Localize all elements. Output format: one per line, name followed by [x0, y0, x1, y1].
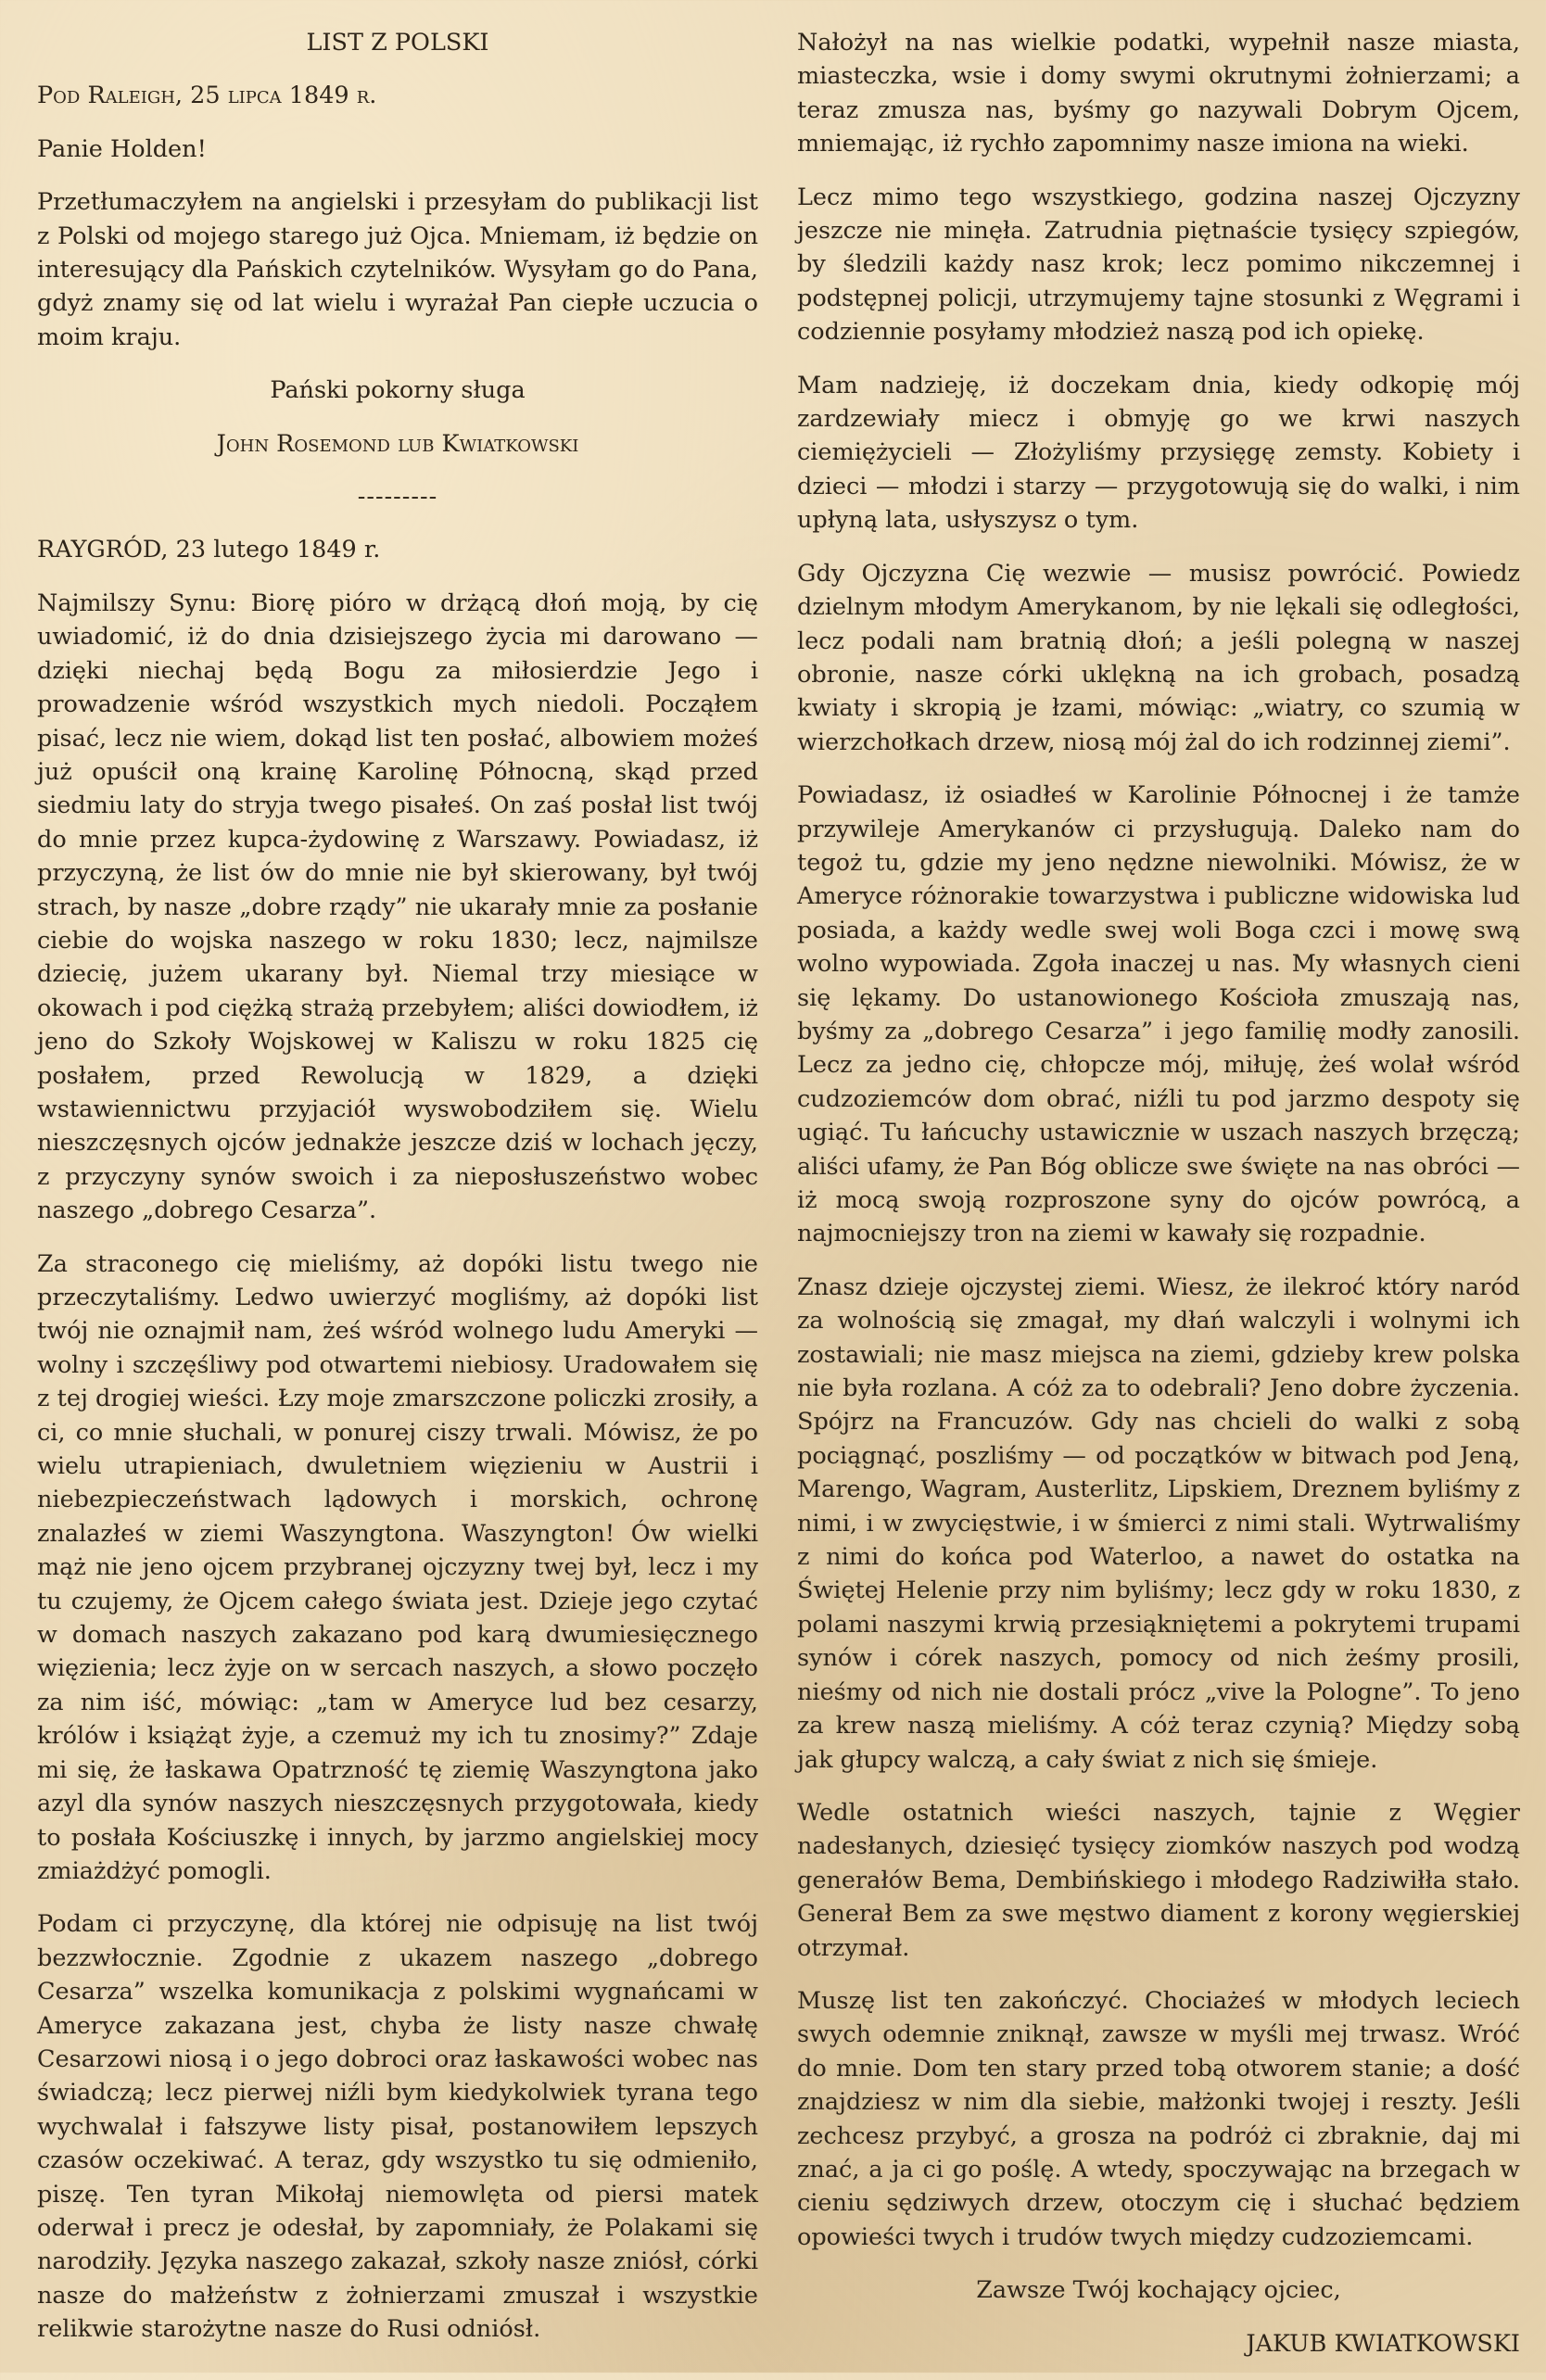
- intro-place-date: Pod Raleigh, 25 lipca 1849 r.: [37, 82, 377, 110]
- letter-signature: JAKUB KWIATKOWSKI: [1246, 2329, 1520, 2358]
- father-place-date: RAYGRÓD, 23 lutego 1849 r.: [37, 536, 381, 564]
- intro-closing: Pański pokorny sługa: [270, 376, 526, 405]
- letter-paragraph: Znasz dzieje ojczystej ziemi. Wiesz, że ilekroć który naród za wolnością się zmagał, my dłań walczyli i wolnymi ich zostawiali; nie masz miejsca na ziemi, gdzieby krew polska nie była rozlana. A cóż za to odebrali? Jeno dobre życzenia. Spójrz na Francuzów. Gdy nas chcieli do walki z sobą pociągnąć, poszliśmy — od początków w bitwach pod Jeną, Marengo, Wagram, Austerlitz, Lipskiem, Dreznem byliśmy z nimi, i w zwycięstwie, i w śmierci z nimi stali. Wytrwaliśmy z nimi do końca pod Waterloo, a nawet do ostatka na Świętej Helenie przy nim byliśmy; lecz gdy w roku 1830, z polami naszymi krwią przesiąkniętemi a pokrytemi trupami synów i córek naszych, pomocy od nich żeśmy prosili, nieśmy od nich nie dostali prócz „vive la Pologne”. To jeno za krew naszą mieliśmy. A cóż teraz czynią? Między sobą jak głupcy walczą, a cały świat z nich się śmieje.: [797, 1272, 1520, 1774]
- intro-paragraph: Przetłumaczyłem na angielski i przesyłam do publikacji list z Polski od mojego starego już Ojca. Mniemam, iż będzie on interesujący dla Pańskich czytelników. Wysyłam go do Pana, gdyż znamy się od lat wielu i wyrażał Pan ciepłe uczucia o moim kraju.: [37, 188, 758, 351]
- letter-paragraph: Najmilszy Synu: Biorę pióro w drżącą dłoń moją, by cię uwiadomić, iż do dnia dzisiejszego życia mi darowano — dzięki niechaj będą Bogu za miłosierdzie Jego i prowadzenie wśród wszystkich mych niedoli. Począłem pisać, lecz nie wiem, dokąd list ten posłać, albowiem możeś już opuścił oną krainę Karolinę Północną, skąd przed siedmiu laty do stryja twego pisałeś. On zaś posłał list twój do mnie przez kupca-żydowinę z Warszawy. Powiadasz, iż przyczyną, że list ów do mnie nie był skierowany, był twój strach, by nasze „dobre rządy” nie ukarały mnie za posłanie ciebie do wojska naszego w roku 1830; lecz, najmilsze dziecię, jużem ukarany był. Niemal trzy miesiące w okowach i pod ciężką strażą przebyłem; aliści dowiodłem, iż jeno do Szkoły Wojskowej w Kaliszu w roku 1825 cię posłałem, przed Rewolucją w 1829, a dzięki wstawiennictwu przyjaciół wyswobodziłem się. Wielu nieszczęsnych ojców jednakże jeszcze dziś w lochach jęczy, z przyczyny synów swoich i za nieposłuszeństwo wobec naszego „dobrego Cesarza”.: [37, 589, 758, 1225]
- intro-signature: John Rosemond lub Kwiatkowski: [216, 429, 579, 458]
- letter-paragraph: Powiadasz, iż osiadłeś w Karolinie Północnej i że tamże przywileje Amerykanów ci przysługują. Daleko nam do tegoż tu, gdzie my jeno nędzne niewolniki. Mówisz, że w Ameryce różnorakie towarzystwa i publiczne widowiska lud posiada, a każdy wedle swej woli Boga czci i mowę swą wolno wypowiada. Zgoła inaczej u nas. My własnych cieni się lękamy. Do ustanowionego Kościoła zmuszają nas, byśmy za „dobrego Cesarza” i jego familię modły zanosili. Lecz za jedno cię, chłopcze mój, miłuję, żeś wolał wśród cudzoziemców dom obrać, niźli tu pod jarzmo despoty się ugiąć. Tu łańcuchy ustawicznie w uszach naszych brzęczą; aliści ufamy, że Pan Bóg oblicze swe święte na nas obróci — iż mocą swoją rozproszone syny do ojców powrócą, a najmocniejszy tron na ziemi w kawały się rozpadnie.: [797, 781, 1520, 1248]
- letter-paragraph: Muszę list ten zakończyć. Chociażeś w młodych leciech swych odemnie zniknął, zawsze w myśli mej trwasz. Wróć do mnie. Dom ten stary przed tobą otworem stanie; a dość znajdziesz w nim dla siebie, małżonki twojej i reszty. Jeśli zechcesz przybyć, a grosza na podróż ci zbraknie, daj mi znać, a ja ci go poślę. A wtedy, spoczywając na brzegach w cieniu sędziwych drzew, otoczym cię i słuchać będziem opowieści twych i trudów twych między cudzoziemcami.: [797, 1986, 1520, 2251]
- letter-paragraph: Wedle ostatnich wieści naszych, tajnie z Węgier nadesłanych, dziesięć tysięcy ziomków naszych pod wodzą generałów Bema, Dembińskiego i młodego Radziwiłła stało. Generał Bem za swe męstwo diament z korony węgierskiej otrzymał.: [797, 1798, 1520, 1962]
- letter-paragraph: Gdy Ojczyzna Cię wezwie — musisz powrócić. Powiedz dzielnym młodym Amerykanom, by nie lękali się odległości, lecz podali nam bratnią dłoń; a jeśli polegną w naszej obronie, nasze córki uklękną na ich grobach, posadzą kwiaty i skropią je łzami, mówiąc: „wiatry, co szumią w wierzchołkach drzew, niosą mój żal do ich rodzinnej ziemi”.: [797, 559, 1520, 756]
- intro-salutation: Panie Holden!: [37, 134, 207, 163]
- right-column: [797, 26, 1520, 2380]
- letter-paragraph: Mam nadzieję, iż doczekam dnia, kiedy odkopię mój zardzewiały miecz i obmyję go we krwi naszych ciemiężycieli — Złożyliśmy przysięgę zemsty. Kobiety i dzieci — młodzi i starzy — przygotowują się do walki, i nim upłyną lata, usłyszysz o tym.: [797, 371, 1520, 535]
- letter-closing: Zawsze Twój kochający ojciec,: [976, 2276, 1341, 2305]
- document-title: LIST Z POLSKI: [306, 29, 489, 57]
- letter-paragraph: Za straconego cię mieliśmy, aż dopóki listu twego nie przeczytaliśmy. Ledwo uwierzyć mogliśmy, aż dopóki list twój nie oznajmił nam, żeś wśród wolnego ludu Ameryki — wolny i szczęśliwy pod otwartemi niebiosy. Uradowałem się z tej drogiej wieści. Łzy moje zmarszczone policzki zrosiły, a ci, co mnie słuchali, w ponurej ciszy trwali. Mówisz, że po wielu utrapieniach, dwuletniem więzieniu w Austrii i niebezpieczeństwach lądowych i morskich, ochronę znalazłeś w ziemi Waszyngtona. Waszyngton! Ów wielki mąż nie jeno ojcem przybranej ojczyzny twej był, lecz i my tu czujemy, że Ojcem całego świata jest. Dzieje jego czytać w domach naszych zakazano pod karą dwumiesięcznego więzienia; lecz żyje on w sercach naszych, a słowo poczęło za nim iść, mówiąc: „tam w Ameryce lud bez cesarzy, królów i książąt żyje, a czemuż my ich tu znosimy?” Zdaje mi się, że łaskawa Opatrzność tę ziemię Waszyngtona jako azyl dla synów naszych nieszczęsnych przygotowała, kiedy to posłała Kościuszkę i innych, by jarzmo angielskiej mocy zmiażdżyć pomogli.: [37, 1249, 758, 1885]
- letter-paragraph: Lecz mimo tego wszystkiego, godzina naszej Ojczyzny jeszcze nie minęła. Zatrudnia piętnaście tysięcy szpiegów, by śledzili każdy nasz krok; lecz pomimo nikczemnej i podstępnej policji, utrzymujemy tajne stosunki z Węgrami i codziennie posyłamy młodzież naszą pod ich opiekę.: [797, 183, 1520, 347]
- letter-paragraph: Nałożył na nas wielkie podatki, wypełnił nasze miasta, miasteczka, wsie i domy swymi okrutnymi żołnierzami; a teraz zmusza nas, byśmy go nazywali Dobrym Ojcem, mniemając, iż rychło zapomnimy nasze imiona na wieki.: [797, 29, 1520, 158]
- letter-paragraph: Podam ci przyczynę, dla której nie odpisuję na list twój bezzwłocznie. Zgodnie z ukazem naszego „dobrego Cesarza” wszelka komunikacja z polskimi wygnańcami w Ameryce zakazana jest, chyba że listy nasze chwałę Cesarzowi niosą i o jego dobroci oraz łaskawości wobec nas świadczą; lecz pierwej niźli bym kiedykolwiek tyrana tego wychwalał i fałszywe listy pisał, postanowiłem lepszych czasów oczekiwać. A teraz, gdy wszystko tu się odmieniło, piszę. Ten tyran Mikołaj niemowlęta od piersi matek oderwał i precz je odesłał, by zapomniały, że Polakami się narodziły. Języka naszego zakazał, szkoły nasze zniósł, córki nasze do małżeństw z żołnierzami zmuszał i wszystkie relikwie starożytne nasze do Rusi odniósł.: [37, 1910, 758, 2344]
- left-column: [37, 26, 758, 2366]
- section-separator: ---------: [357, 483, 438, 512]
